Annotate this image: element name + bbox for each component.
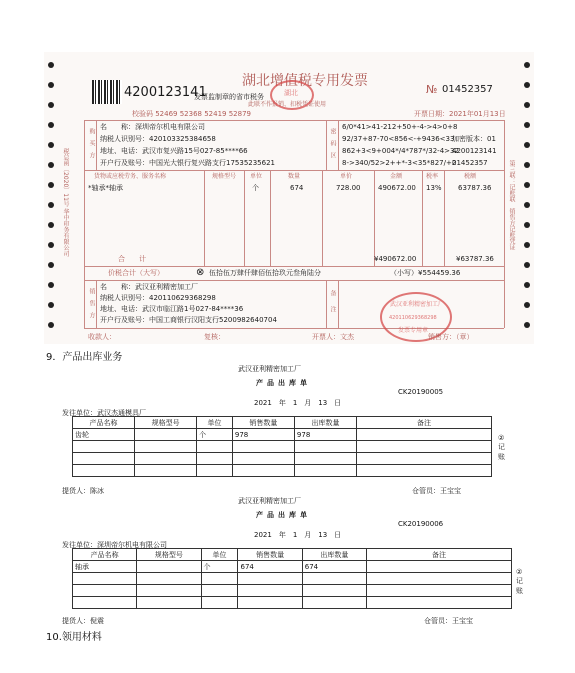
note2-factory: 武汉亚利精密加工厂 [238,497,301,505]
cipher-line-1: 6/0*41>41-212+50+-4->4>0+8 [342,123,458,131]
buyer-taxid: 纳税人识别号：420103325384658 [100,135,216,143]
note2-picker: 提货人：倪震 [62,617,104,625]
reviewer: 复核： [204,333,225,341]
note2-table [72,548,512,609]
item-rate: 13% [426,184,442,192]
stamp-overlay-text: 此联不作报销、扣税凭证使用 [248,101,327,108]
table-row [73,597,512,609]
invoice-number: 01452357 [442,84,493,95]
table-row: 齿轮 个 978 978 [73,429,492,441]
header-price: 单价 [340,173,353,180]
item-price: 728.00 [336,184,361,192]
note2-col-remark: 备注 [367,549,512,561]
header-tax: 税额 [464,173,477,180]
note2-col-unit: 单位 [201,549,238,561]
table-row: 轴承 个 674 674 [73,561,512,573]
table-row [73,573,512,585]
seller-name: 名 称：武汉亚利精密加工厂 [100,283,198,291]
note1-factory: 武汉亚利精密加工厂 [238,365,301,373]
header-goods: 货物或应税劳务、服务名称 [94,173,167,180]
seller-taxid: 纳税人识别号：420110629368298 [100,294,216,302]
note2-col-sales-qty: 销售数量 [238,549,302,561]
section-10-heading: 10.领用材料 [46,632,102,643]
seller-invoice-seal: 武汉亚利精密加工厂 420110629368298 发票专用章 [380,292,452,342]
note2-date: 2021 年 1 月 13 日 [254,531,342,539]
item-unit: 个 [252,184,259,192]
note2-col-product: 产品名称 [73,549,137,561]
note1-col-product: 产品名称 [73,417,135,429]
seller-address: 地址、电话：武汉市临江路1号027-84****36 [100,305,244,313]
note2-keeper: 仓管员：王宝宝 [424,617,473,625]
encrypt-code: 4200123141 [452,147,497,155]
note1-col-sales-qty: 销售数量 [232,417,294,429]
check-code: 校验码 52469 52368 52419 52879 [132,110,251,118]
section-9-heading: 9．产品出库业务 [46,352,123,363]
note1-col-unit: 单位 [197,417,233,429]
seller-stamp-label: 销售方：（章） [428,333,474,341]
cipher-line-2: 92/37+87-70<856<-+9436<33 [342,135,455,143]
payee: 收款人： [88,333,116,341]
cross-icon: ⊗ [196,267,205,278]
printer-side-text: 税总函〔2020〕11号 华中印务有限公司 [62,148,69,257]
delivery-note-1 [62,364,532,494]
total-small: （小写）¥554459.36 [390,269,461,277]
buyer-bank: 开户行及账号：中国光大银行复兴路支行17535235621 [100,159,275,167]
tax-bureau-seal: 湖北 [270,80,314,110]
header-spec: 规格型号 [212,173,237,180]
header-rate: 税率 [426,173,439,180]
note1-date: 2021 年 1 月 13 日 [254,399,342,407]
item-amount: 490672.00 [378,184,416,192]
note1-col-out-qty: 出库数量 [294,417,356,429]
feed-holes-right [520,52,534,344]
no-label: № [426,83,438,96]
buyer-name: 名 称：深圳帝尔机电有限公司 [100,123,205,131]
seller-bank: 开户行及账号：中国工商银行汉阳支行5200982640704 [100,316,277,324]
note2-col-spec: 规格型号 [137,549,201,561]
drawer: 开票人：文杰 [312,333,354,341]
note1-side-label: ②记账 [498,434,505,461]
table-row [73,585,512,597]
header-amount: 金额 [390,173,403,180]
item-qty: 674 [290,184,304,192]
note2-code: CK20190006 [398,520,444,528]
note1-table [72,416,492,477]
encrypt-version: 加密版本：01 [452,135,496,143]
seller-label: 销售方 [88,288,95,324]
remark-label: 备注 [329,290,336,322]
total-words: 伍拾伍万肆仟肆佰伍拾玖元叁角陆分 [209,269,321,277]
note1-col-remark: 备注 [357,417,492,429]
invoice-title: 湖北增值税专用发票 [242,73,368,89]
item-tax: 63787.36 [458,184,492,192]
buyer-address: 地址、电话：武汉市复兴路15号027-85****66 [100,147,248,155]
note1-picker: 提货人：陈冰 [62,487,104,495]
header-qty: 数量 [288,173,301,180]
invoice-code: 4200123141 [124,85,207,100]
total-label: 合 计 [118,255,146,263]
note1-keeper: 仓管员：王宝宝 [412,487,461,495]
table-row [73,441,492,453]
invoice-subtitle: 发票监制章的省市税务 [194,93,264,101]
note1-unit: 发往单位：武汉杰通模具厂 [62,409,146,417]
cipher-label: 密码区 [329,128,336,164]
vat-invoice [44,52,534,344]
note1-col-spec: 规格型号 [135,417,197,429]
delivery-note-2 [62,496,532,624]
header-unit: 单位 [250,173,263,180]
total-tax: ¥63787.36 [456,255,494,263]
cipher-line-4: 8->340/52>2++*-3<35*827/+2 [342,159,457,167]
total-words-label: 价税合计（大写） [108,269,164,277]
table-row [73,453,492,465]
feed-holes-left [44,52,58,344]
note2-col-out-qty: 出库数量 [302,549,366,561]
note2-title: 产品出库单 [256,510,311,519]
total-amount: ¥490672.00 [374,255,417,263]
note2-unit: 发往单位：深圳帝尔机电有限公司 [62,541,167,549]
note2-side-label: ②记账 [516,568,523,595]
qr-code [92,80,122,104]
cipher-line-3: 862+3<9+004*/4*787*/32-4>32 [342,147,459,155]
item-name: *轴承*轴承 [88,184,123,192]
note1-title: 产品出库单 [256,378,311,387]
encrypt-number: 01452357 [452,159,488,167]
note1-code: CK20190005 [398,388,444,396]
issue-date: 开票日期：2021年01月13日 [414,110,506,118]
table-row [73,465,492,477]
copy-side-text: 第三联：记账联 销售方记账凭证 [508,160,515,250]
buyer-label: 购买方 [88,128,95,164]
